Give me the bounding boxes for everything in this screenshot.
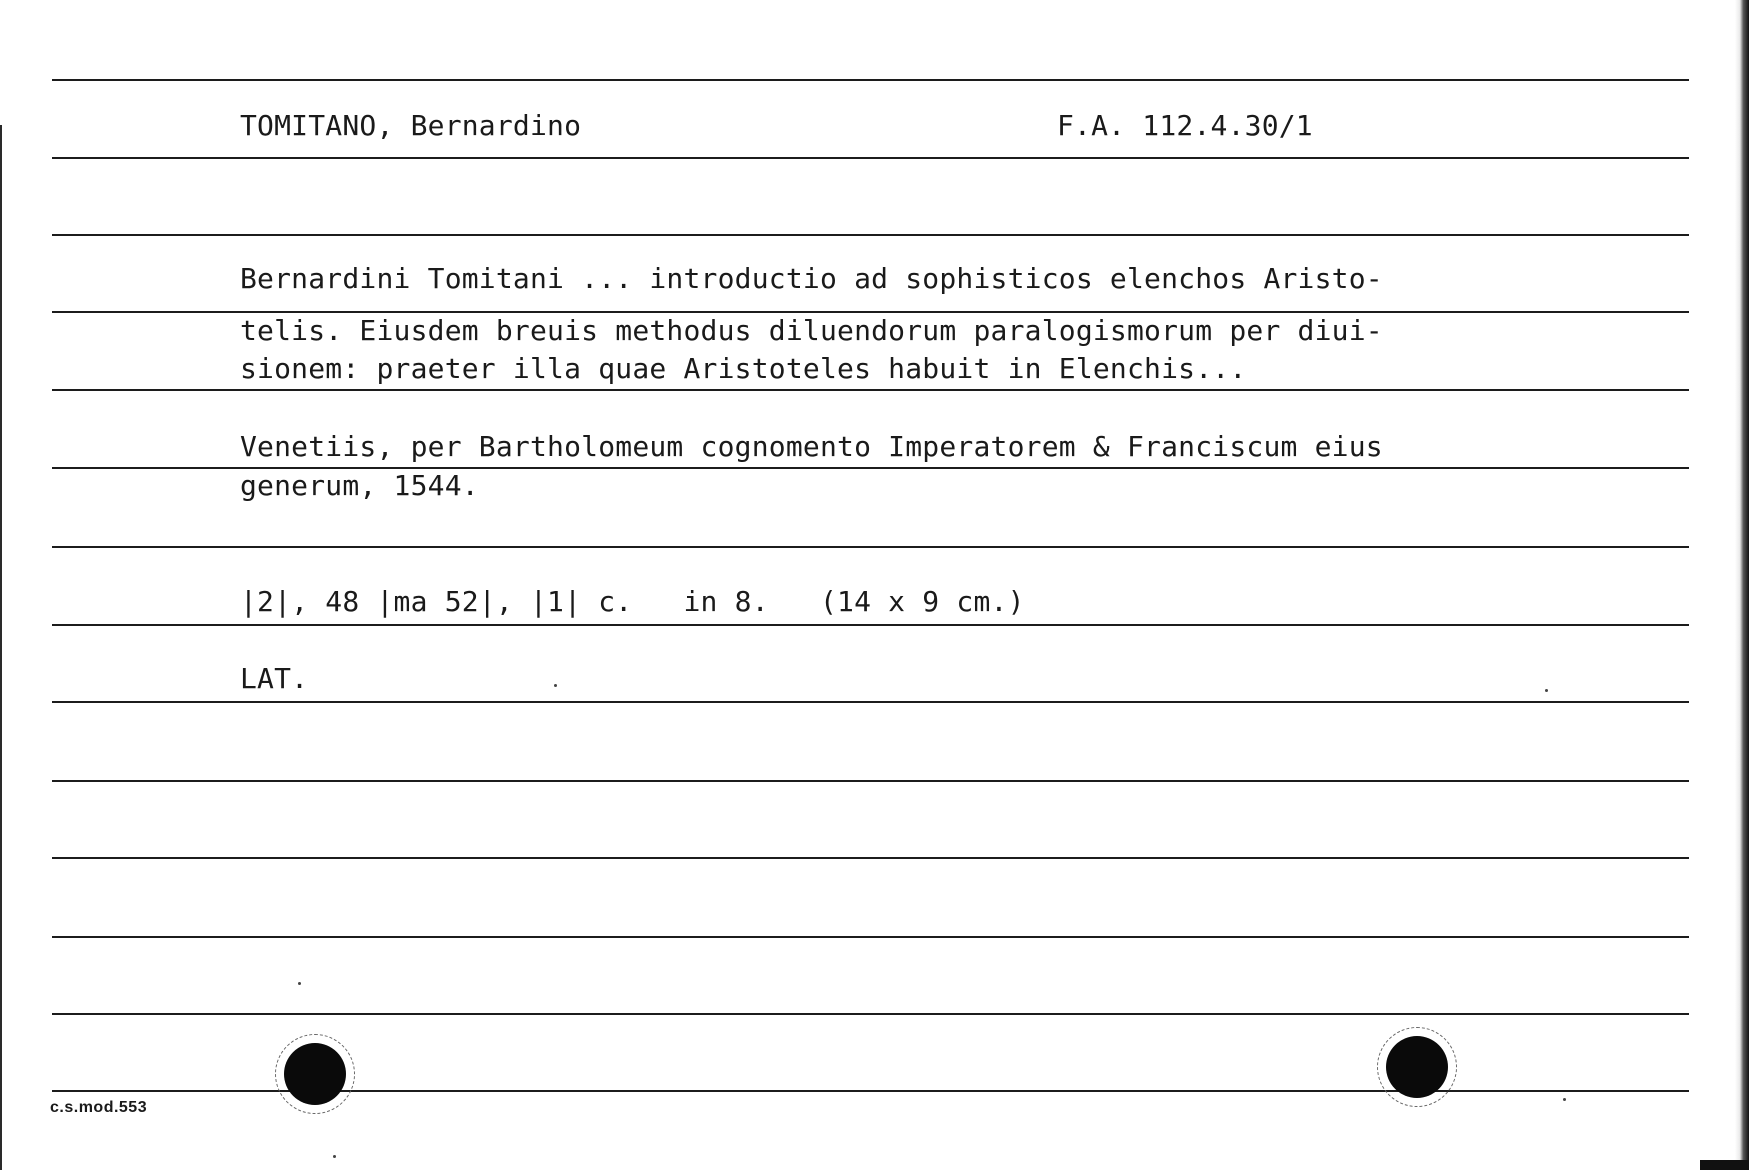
card-bottom-edge (1700, 1160, 1749, 1170)
ruled-line (52, 701, 1689, 703)
ruled-line (52, 624, 1689, 626)
speck (298, 982, 301, 985)
ruled-line (52, 936, 1689, 938)
speck (1563, 1098, 1566, 1101)
shelfmark: F.A. 112.4.30/1 (1057, 109, 1313, 142)
ruled-line (52, 234, 1689, 236)
card-right-edge (1735, 0, 1749, 1170)
imprint-line: generum, 1544. (240, 469, 479, 502)
ruled-line (52, 546, 1689, 548)
speck (1545, 689, 1548, 692)
card-left-edge (0, 125, 2, 1170)
title-line: sionem: praeter illa quae Aristoteles habuit in Elenchis... (240, 352, 1247, 385)
form-code: c.s.mod.553 (50, 1099, 148, 1116)
ruled-line (52, 79, 1689, 81)
ruled-line (52, 780, 1689, 782)
punch-hole-left (284, 1043, 346, 1105)
ruled-line (52, 1013, 1689, 1015)
title-line: telis. Eiusdem breuis methodus diluendorum paralogismorum per diui- (240, 314, 1383, 347)
title-line: Bernardini Tomitani ... introductio ad sophisticos elenchos Aristo- (240, 262, 1383, 295)
collation: |2|, 48 |ma 52|, |1| c. in 8. (14 x 9 cm.) (240, 585, 1025, 618)
language-code: LAT. (240, 662, 309, 695)
ruled-line (52, 157, 1689, 159)
speck (554, 684, 557, 687)
punch-hole-right (1386, 1036, 1448, 1098)
imprint-line: Venetiis, per Bartholomeum cognomento Imperatorem & Franciscum eius (240, 430, 1383, 463)
speck (333, 1155, 336, 1158)
heading-author: TOMITANO, Bernardino (240, 109, 582, 142)
ruled-line (52, 389, 1689, 391)
ruled-line (52, 857, 1689, 859)
